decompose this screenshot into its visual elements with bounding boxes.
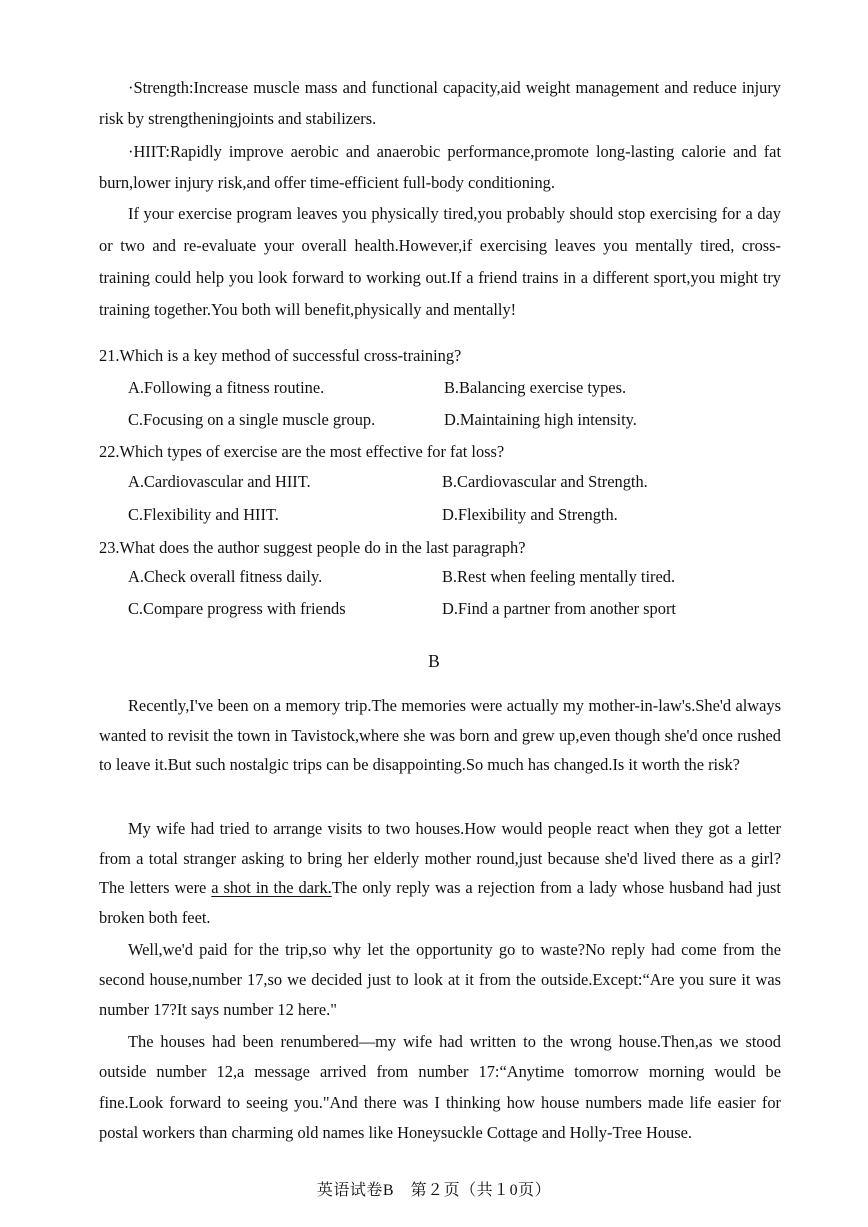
question-22-option-c: C.Flexibility and HIIT. [128, 505, 279, 524]
question-22-option-d: D.Flexibility and Strength. [442, 505, 618, 524]
section-b-paragraph-2 [99, 814, 781, 932]
question-23-option-c: C.Compare progress with friends [128, 599, 346, 618]
paragraph-2-text-before: My wife had tried to arrange visits to two houses.How would people react when they got a letter from a total stranger asking to bring her elderly mother round,just because she'd lived there as a girl?The letters were [99, 819, 781, 897]
question-21-option-d: D.Maintaining high intensity. [444, 410, 637, 429]
strength-bullet: ·Strength:Increase muscle mass and functional capacity,aid weight management and reduce injury risk by strengtheningjoints and stabilizers. [99, 78, 781, 128]
question-21-option-b: B.Balancing exercise types. [444, 378, 627, 397]
section-b-paragraph-3: Well,we'd paid for the trip,so why let the opportunity go to waste?No reply had come from the second house,number 17,so we decided just to look at it from the outside.Except:“Are you sure it was number 17?It says number 12 here." [99, 940, 781, 1019]
question-22-stem: 22.Which types of exercise are the most effective for fat loss? [99, 442, 505, 461]
underlined-phrase: a shot in the dark. [211, 878, 332, 897]
question-23-option-d: D.Find a partner from another sport [442, 599, 676, 618]
section-b-heading: B [428, 651, 440, 671]
question-21-stem: 21.Which is a key method of successful cross-training? [99, 346, 462, 365]
question-23-stem: 23.What does the author suggest people do in the last paragraph? [99, 538, 526, 557]
closing-paragraph: If your exercise program leaves you physically tired,you probably should stop exercising for a day or two and re-evaluate your overall health.However,if exercising leaves you mentally tired, cross-training could help you look forward to working out.If a friend trains in a different sport,you might try training together.You both will benefit,physically and mentally! [99, 204, 781, 319]
page-footer: 英语试卷B 第２页（共１0页） [316, 1182, 552, 1199]
hiit-bullet: ·HIIT:Rapidly improve aerobic and anaerobic performance,promote long-lasting calorie and fat burn,lower injury risk,and offer time-efficient full-body conditioning. [99, 142, 781, 192]
question-22-option-a: A.Cardiovascular and HIIT. [128, 472, 311, 491]
question-22-option-b: B.Cardiovascular and Strength. [442, 472, 648, 491]
question-23-option-b: B.Rest when feeling mentally tired. [442, 567, 676, 586]
section-b-paragraph-1: Recently,I've been on a memory trip.The memories were actually my mother-in-law's.She'd always wanted to revisit the town in Tavistock,where she was born and grew up,even though she'd once rushed to leave it.But such nostalgic trips can be disappointing.So much has changed.Is it worth the risk? [99, 696, 781, 774]
section-b-paragraph-4: The houses had been renumbered—my wife had written to the wrong house.Then,as we stood outside number 12,a message arrived from number 17:“Anytime tomorrow morning would be fine.Look forward to seeing you."And there was I thinking how house numbers made life easier for postal workers than charming old names like Honeysuckle Cottage and Holly-Tree House. [99, 1032, 781, 1142]
question-21-option-a: A.Following a fitness routine. [128, 378, 325, 397]
question-23-option-a: A.Check overall fitness daily. [128, 567, 323, 586]
question-21-option-c: C.Focusing on a single muscle group. [128, 410, 376, 429]
paragraph-2-text-after: The only reply was a rejection from a lady whose husband had just broken both feet. [99, 878, 781, 927]
